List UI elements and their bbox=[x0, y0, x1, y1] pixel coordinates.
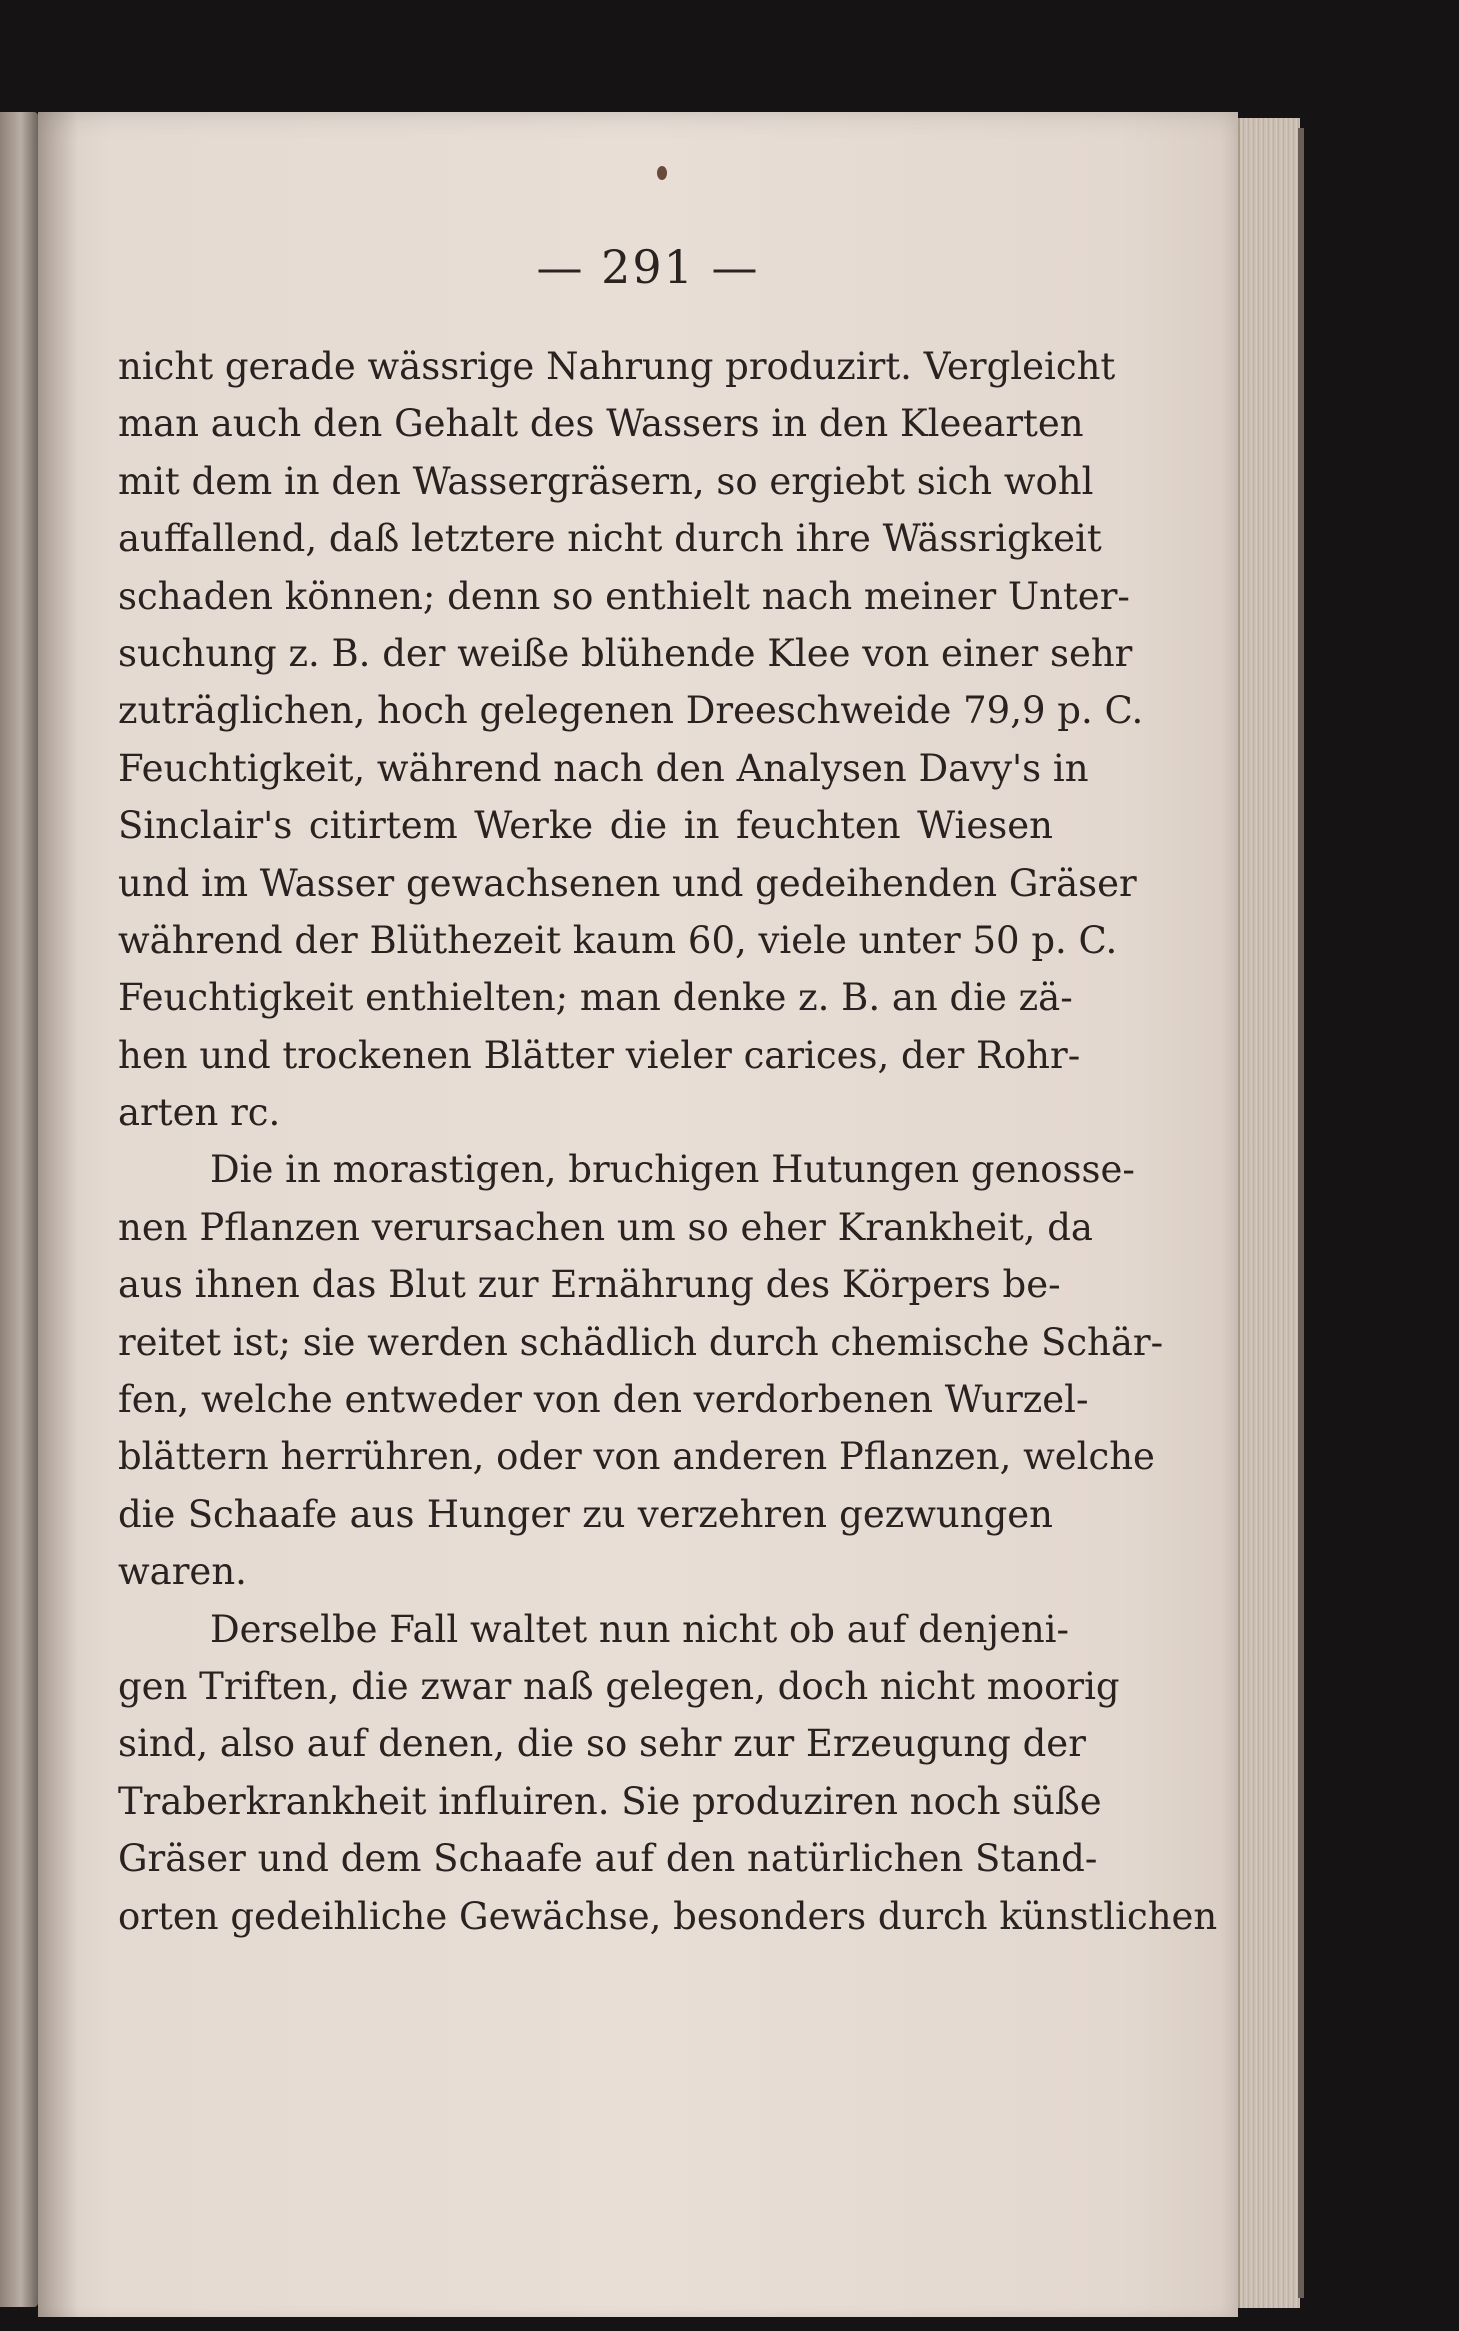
ink-dot bbox=[657, 166, 667, 180]
text-line: Die in morastigen, bruchigen Hutungen genosse- bbox=[210, 1148, 1135, 1192]
text-line: aus ihnen das Blut zur Ernährung des Körpers be- bbox=[118, 1263, 1061, 1307]
text-line: hen und trockenen Blätter vieler carices, der Rohr- bbox=[118, 1033, 1081, 1077]
text-line: während der Blüthezeit kaum 60, viele unter 50 p. C. bbox=[118, 918, 1118, 962]
text-line: orten gedeihliche Gewächse, besonders durch künstlichen bbox=[118, 1894, 1218, 1938]
text-line: sind, also auf denen, die so sehr zur Erzeugung der bbox=[118, 1722, 1086, 1766]
text-line: Sinclair's citirtem Werke die in feuchten Wiesen bbox=[118, 804, 1053, 848]
text-line: mit dem in den Wassergräsern, so ergiebt sich wohl bbox=[118, 459, 1094, 503]
text-line: suchung z. B. der weiße blühende Klee von einer sehr bbox=[118, 631, 1133, 675]
text-line: nicht gerade wässrige Nahrung produzirt. Vergleicht bbox=[118, 345, 1116, 388]
page-fore-edge-shadow bbox=[1298, 128, 1304, 2298]
text-line: man auch den Gehalt des Wassers in den Kleearten bbox=[118, 402, 1084, 446]
text-line: Traberkrankheit influiren. Sie produziren noch süße bbox=[118, 1779, 1102, 1823]
text-line: die Schaafe aus Hunger zu verzehren gezwungen bbox=[118, 1492, 1053, 1536]
text-line: schaden können; denn so enthielt nach meiner Unter- bbox=[118, 574, 1130, 618]
body-text bbox=[118, 338, 1218, 1945]
text-line: gen Triften, die zwar naß gelegen, doch nicht moorig bbox=[118, 1664, 1120, 1708]
left-page-edge bbox=[0, 112, 38, 2307]
text-line: Feuchtigkeit enthielten; man denke z. B. an die zä- bbox=[118, 976, 1073, 1020]
text-line: waren. bbox=[118, 1550, 247, 1594]
text-line: nen Pflanzen verursachen um so eher Krankheit, da bbox=[118, 1205, 1093, 1249]
text-line: Feuchtigkeit, während nach den Analysen Davy's in bbox=[118, 746, 1089, 790]
text-line: fen, welche entweder von den verdorbenen Wurzel- bbox=[118, 1378, 1089, 1422]
text-line: auffallend, daß letztere nicht durch ihre Wässrigkeit bbox=[118, 517, 1102, 561]
text-line: Gräser und dem Schaafe auf den natürlichen Stand- bbox=[118, 1837, 1098, 1881]
text-line: zuträglichen, hoch gelegenen Dreeschweide 79,9 p. C. bbox=[118, 689, 1144, 733]
gutter-shadow bbox=[38, 112, 78, 2317]
text-line: Derselbe Fall waltet nun nicht ob auf denjeni- bbox=[210, 1607, 1070, 1651]
text-line: reitet ist; sie werden schädlich durch chemische Schär- bbox=[118, 1320, 1164, 1364]
text-line: arten rc. bbox=[118, 1091, 281, 1135]
text-line: blättern herrühren, oder von anderen Pflanzen, welche bbox=[118, 1435, 1155, 1479]
text-line: und im Wasser gewachsenen und gedeihenden Gräser bbox=[118, 861, 1137, 905]
page-fore-edge bbox=[1238, 118, 1300, 2308]
page-number: — 291 — bbox=[536, 240, 760, 294]
